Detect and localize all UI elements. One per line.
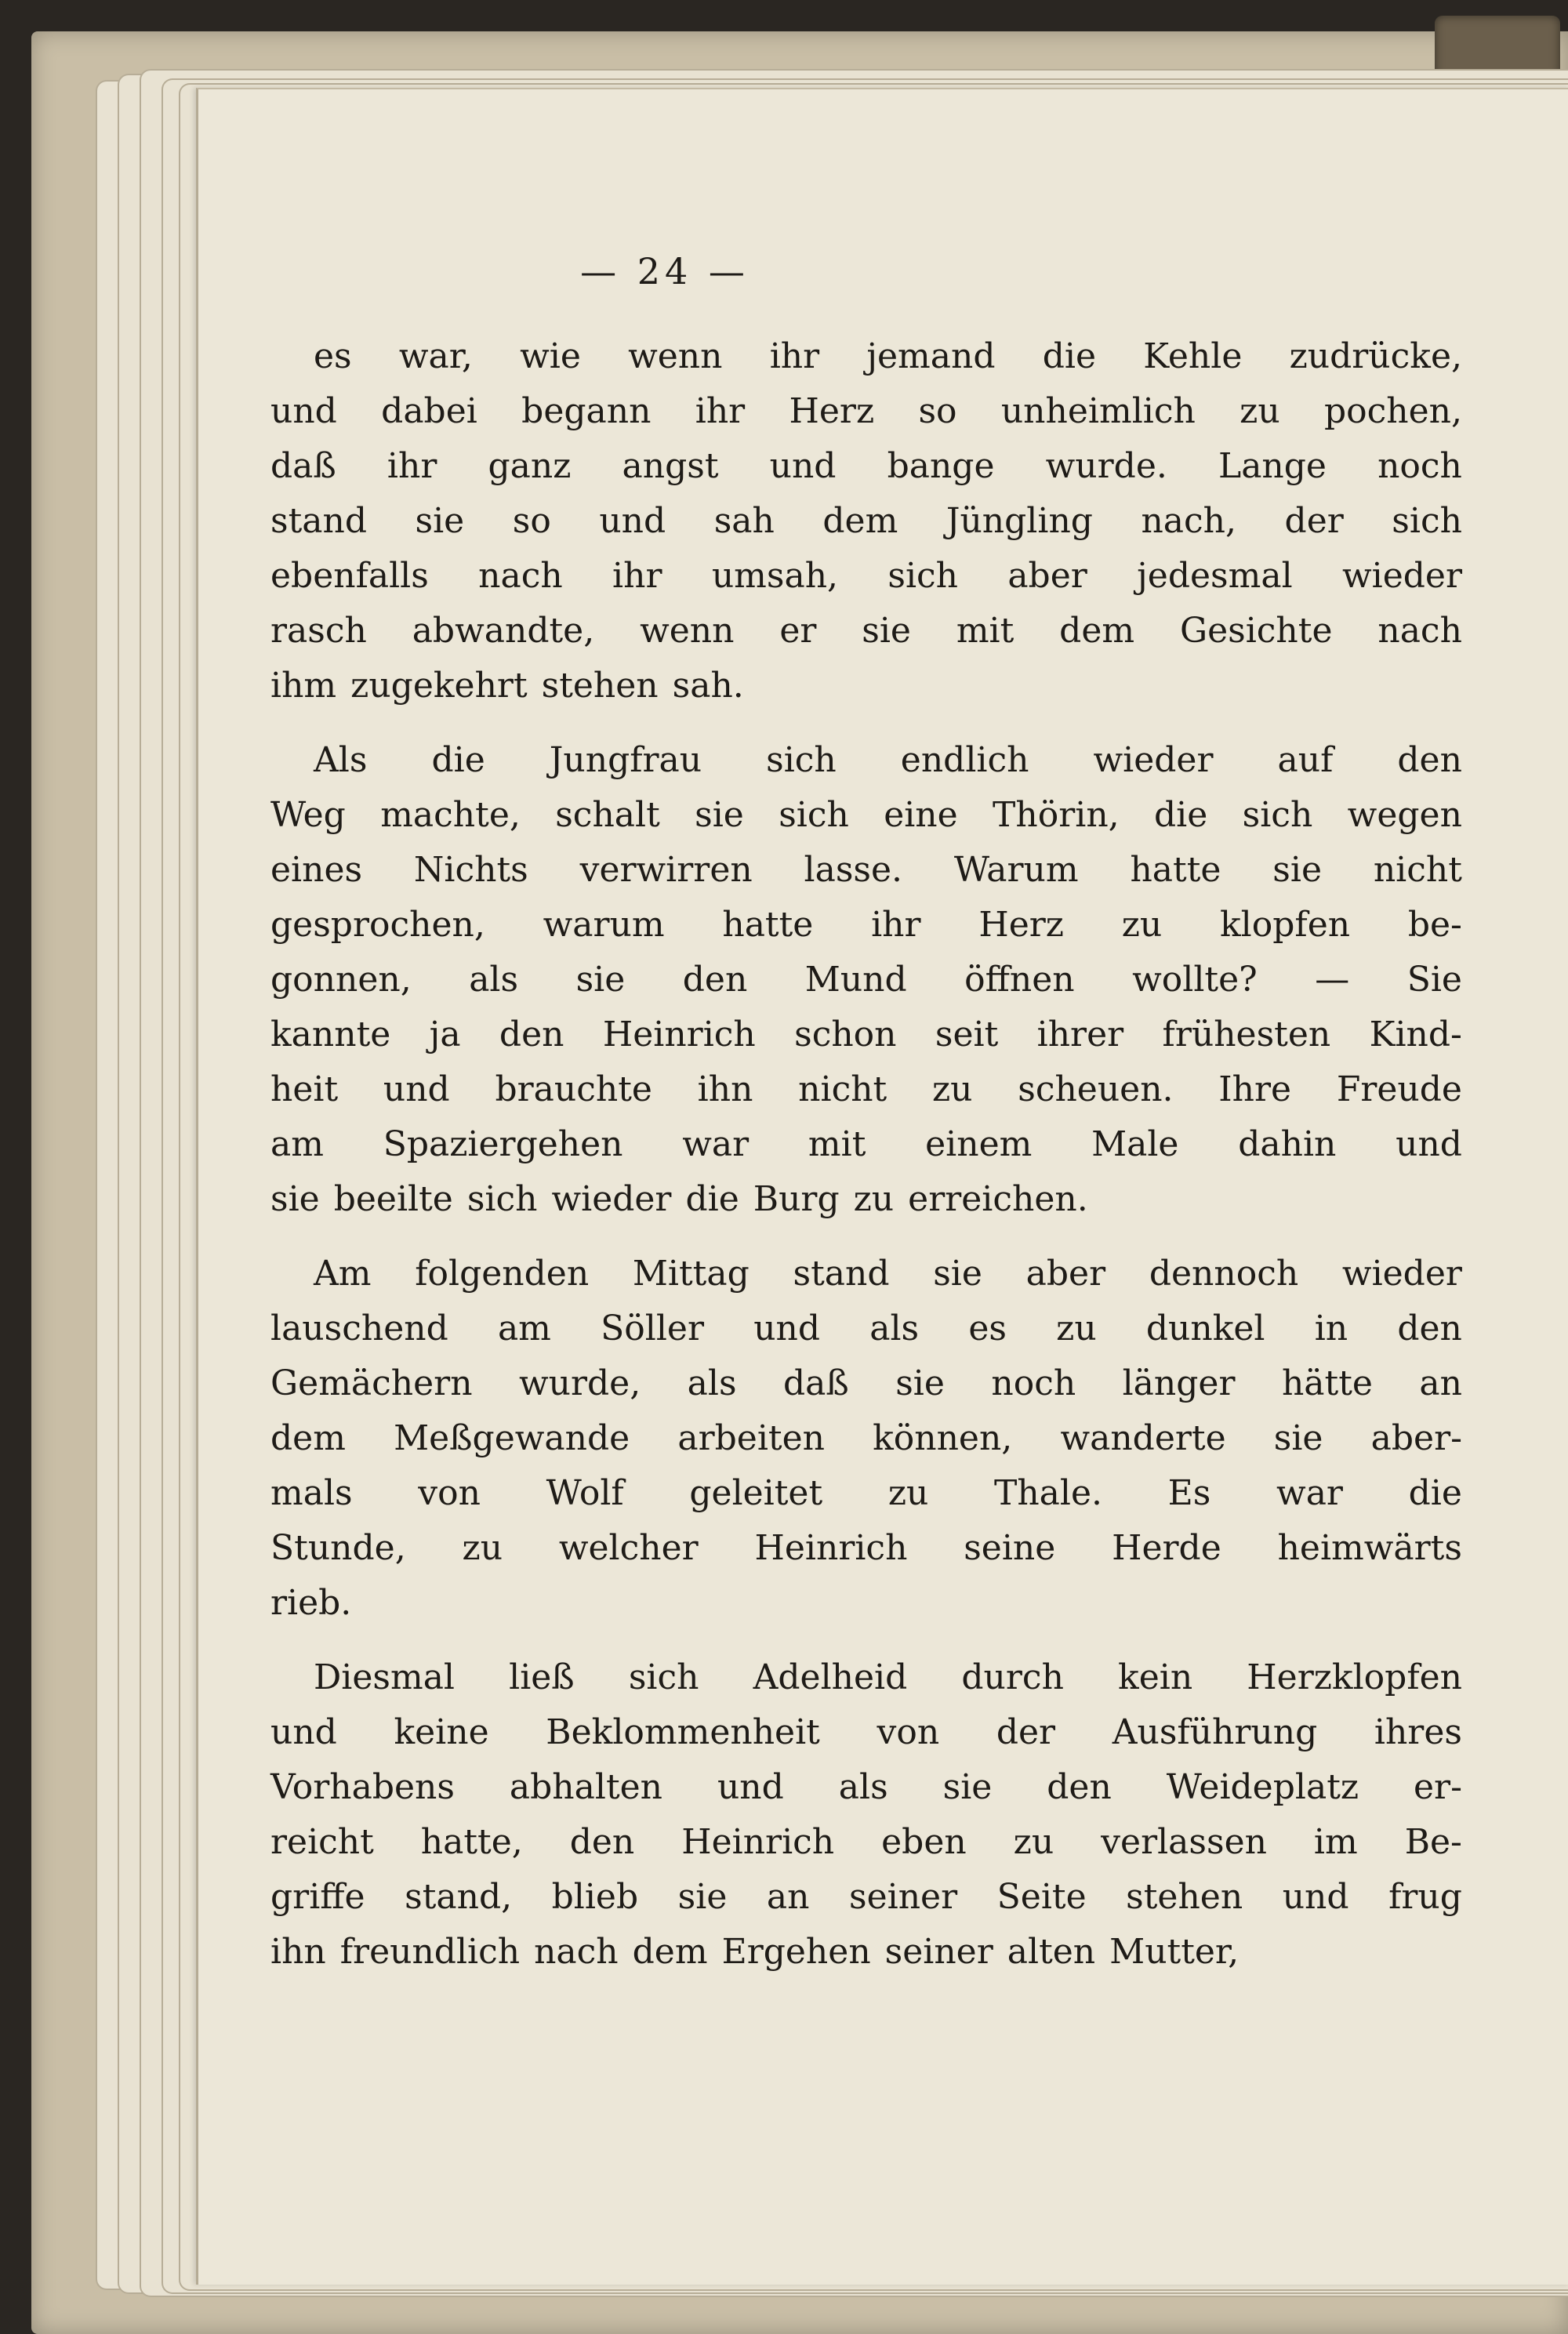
word: und [717, 1767, 784, 1807]
word: Kind- [1369, 1015, 1462, 1054]
word: sich [466, 1179, 538, 1219]
word: sie [677, 1877, 728, 1917]
text-line [270, 1411, 1462, 1466]
text-line [270, 953, 1462, 1007]
word: zu [887, 1473, 929, 1513]
word: als [687, 1363, 737, 1403]
page-number: — 24 — [580, 250, 750, 292]
word: sich [887, 556, 958, 596]
word: Heinrich [681, 1822, 835, 1862]
word: an [1419, 1363, 1462, 1403]
word: sich [1242, 795, 1313, 835]
word: be- [1407, 905, 1462, 945]
word: jemand [866, 336, 996, 376]
word: aber [1007, 556, 1087, 596]
word: die [431, 740, 485, 780]
word: Freude [1336, 1069, 1462, 1109]
word: ihr [871, 905, 921, 945]
word: alten [1007, 1932, 1096, 1972]
word: zu [1013, 1822, 1054, 1862]
word: Nichts [413, 850, 528, 890]
text-line [270, 1650, 1462, 1705]
word: wieder [1341, 1254, 1462, 1294]
word: Jüngling [946, 501, 1093, 541]
word: dunkel [1145, 1309, 1265, 1348]
word: sie [415, 501, 465, 541]
word: frug [1388, 1877, 1462, 1917]
word: schon [794, 1015, 897, 1054]
paragraph [270, 1650, 1462, 1980]
word: er- [1414, 1767, 1462, 1807]
word: sie [895, 1363, 945, 1403]
word: wieder [551, 1179, 672, 1219]
word: zu [1240, 391, 1280, 431]
word: Diesmal [314, 1657, 455, 1697]
word: Meßgewande [394, 1418, 630, 1458]
word: Wolf [546, 1473, 624, 1513]
word: Ergehen [721, 1932, 871, 1972]
word: erreichen. [908, 1179, 1088, 1219]
word: zu [462, 1528, 503, 1568]
word: dennoch [1149, 1254, 1299, 1294]
text-line [270, 1705, 1462, 1760]
word: so [512, 501, 551, 541]
word: stand [270, 501, 367, 541]
word: unheimlich [1000, 391, 1196, 431]
word: die [1408, 1473, 1462, 1513]
word: stand [793, 1254, 890, 1294]
word: es [968, 1309, 1007, 1348]
word: daß [270, 446, 336, 486]
word: der [1284, 501, 1344, 541]
word: lauschend [270, 1309, 448, 1348]
word: mit [808, 1124, 866, 1164]
word: Mund [804, 960, 907, 1000]
word: kein [1118, 1657, 1193, 1697]
word: Beklommenheit [546, 1712, 820, 1752]
word: heit [270, 1069, 339, 1109]
word: ebenfalls [270, 556, 429, 596]
text-line [270, 733, 1462, 788]
word: sich [766, 740, 837, 780]
text-line [270, 788, 1462, 843]
word: Herz [978, 905, 1064, 945]
word: und [1282, 1877, 1349, 1917]
word: können, [873, 1418, 1013, 1458]
word: in [1314, 1309, 1348, 1348]
word: Kehle [1143, 336, 1243, 376]
word: scheuen. [1018, 1069, 1174, 1109]
word: ließ [509, 1657, 575, 1697]
text-line [270, 549, 1462, 604]
word: Gemächern [270, 1363, 473, 1403]
word: — [1315, 960, 1350, 1000]
word: dem [822, 501, 898, 541]
word: am [497, 1309, 551, 1348]
word: durch [961, 1657, 1064, 1697]
word: sich [628, 1657, 699, 1697]
word: nach [478, 556, 563, 596]
word: wollte? [1132, 960, 1258, 1000]
word: als [838, 1767, 888, 1807]
text-line [270, 1521, 1462, 1576]
word: Seite [996, 1877, 1087, 1917]
word: brauchte [495, 1069, 652, 1109]
word: Herzklopfen [1247, 1657, 1462, 1697]
text-line [270, 843, 1462, 898]
word: ihr [695, 391, 746, 431]
word: klopfen [1220, 905, 1351, 945]
word: einem [925, 1124, 1033, 1164]
word: Als [314, 740, 368, 780]
word: so [918, 391, 957, 431]
word: stehen [1126, 1877, 1243, 1917]
word: seit [935, 1015, 999, 1054]
word: Herde [1112, 1528, 1221, 1568]
word: lasse. [804, 850, 903, 890]
word: war, [398, 336, 473, 376]
word: wenn [640, 611, 735, 651]
word: den [569, 1822, 635, 1862]
word: daß [782, 1363, 849, 1403]
word: Mittag [632, 1254, 750, 1294]
word: öffnen [964, 960, 1075, 1000]
word: die [1042, 336, 1096, 376]
word: Burg [753, 1179, 840, 1219]
word: wenn [628, 336, 723, 376]
word: Weideplatz [1166, 1767, 1359, 1807]
text-line [270, 898, 1462, 953]
word: ihrer [1036, 1015, 1124, 1054]
text-line [270, 384, 1462, 439]
word: von [877, 1712, 940, 1752]
text-line [270, 494, 1462, 549]
word: ihn [697, 1069, 753, 1109]
word: blieb [551, 1877, 639, 1917]
word: schalt [555, 795, 660, 835]
word: freundlich [339, 1932, 521, 1972]
word: nach [1377, 611, 1462, 651]
word: warum [543, 905, 665, 945]
word: von [418, 1473, 481, 1513]
word: hatte, [420, 1822, 523, 1862]
word: begann [521, 391, 652, 431]
word: Lange [1218, 446, 1327, 486]
word: er [779, 611, 817, 651]
word: bange [887, 446, 995, 486]
word: an [766, 1877, 810, 1917]
word: Jungfrau [549, 740, 702, 780]
word: wieder [1341, 556, 1462, 596]
word: und [383, 1069, 450, 1109]
word: Warum [953, 850, 1079, 890]
word: eine [884, 795, 958, 835]
word: sie [270, 1179, 320, 1219]
word: dabei [381, 391, 477, 431]
text-line [270, 329, 1462, 384]
word: Gesichte [1179, 611, 1333, 651]
word: dem [1059, 611, 1135, 651]
word: jedesmal [1137, 556, 1293, 596]
word: keine [394, 1712, 489, 1752]
paragraph [270, 733, 1462, 1227]
word: abwandte, [412, 611, 595, 651]
text-line [270, 1576, 1462, 1631]
word: Male [1091, 1124, 1179, 1164]
word: wanderte [1060, 1418, 1226, 1458]
word: Mutter, [1109, 1932, 1240, 1972]
word: sie [1272, 850, 1322, 890]
word: wegen [1347, 795, 1462, 835]
word: ihr [769, 336, 820, 376]
word: war [682, 1124, 750, 1164]
word: Ihre [1218, 1069, 1292, 1109]
word: reicht [270, 1822, 374, 1862]
word: der [996, 1712, 1056, 1752]
word: zudrücke, [1289, 336, 1462, 376]
word: am [270, 1124, 324, 1164]
word: und [270, 391, 337, 431]
word: sie [933, 1254, 982, 1294]
word: rasch [270, 611, 367, 651]
text-line [270, 1301, 1462, 1356]
word: sah. [672, 666, 744, 706]
word: und [270, 1712, 337, 1752]
word: hatte [722, 905, 814, 945]
word: nach, [1141, 501, 1237, 541]
word: und [769, 446, 837, 486]
word: den [499, 1015, 564, 1054]
word: als [869, 1309, 920, 1348]
word: griffe [270, 1877, 365, 1917]
word: pochen, [1323, 391, 1462, 431]
text-line [270, 1925, 1462, 1980]
word: Weg [270, 795, 346, 835]
word: umsah, [711, 556, 839, 596]
text-line [270, 1466, 1462, 1521]
word: mals [270, 1473, 353, 1513]
text-line [270, 439, 1462, 494]
word: Söller [601, 1309, 704, 1348]
word: Be- [1404, 1822, 1462, 1862]
word: Ausführung [1112, 1712, 1318, 1752]
word: wie [520, 336, 581, 376]
word: nicht [1373, 850, 1462, 890]
text-line [270, 1007, 1462, 1062]
word: länger [1122, 1363, 1236, 1403]
word: dem [270, 1418, 346, 1458]
text-line [270, 1117, 1462, 1172]
word: Vorhabens [270, 1767, 455, 1807]
word: welcher [558, 1528, 699, 1568]
word: mit [956, 611, 1014, 651]
word: seiner [884, 1932, 993, 1972]
word: gesprochen, [270, 905, 485, 945]
word: folgenden [415, 1254, 590, 1294]
word: nicht [798, 1069, 887, 1109]
paragraph-gap [270, 1227, 1462, 1247]
word: seiner [849, 1877, 958, 1917]
word: dahin [1238, 1124, 1337, 1164]
word: kannte [270, 1015, 391, 1054]
word: geleitet [689, 1473, 823, 1513]
word: Es [1167, 1473, 1211, 1513]
word: frühesten [1162, 1015, 1331, 1054]
text-line [270, 1356, 1462, 1411]
word: seine [964, 1528, 1056, 1568]
word: den [1397, 1309, 1462, 1348]
word: und [753, 1309, 821, 1348]
word: zu [1121, 905, 1163, 945]
word: den [682, 960, 748, 1000]
word: arbeiten [677, 1418, 825, 1458]
word: ihres [1374, 1712, 1462, 1752]
word: noch [991, 1363, 1076, 1403]
word: sah [713, 501, 775, 541]
word: sie [575, 960, 626, 1000]
word: als [469, 960, 519, 1000]
text-line [270, 1760, 1462, 1815]
word: sich [779, 795, 849, 835]
word: wurde. [1045, 446, 1167, 486]
word: Stunde, [270, 1528, 406, 1568]
word: eines [270, 850, 363, 890]
word: im [1313, 1822, 1358, 1862]
paragraph [270, 1247, 1462, 1631]
word: stehen [541, 666, 659, 706]
word: verlassen [1101, 1822, 1267, 1862]
body-text [270, 329, 1462, 1980]
word: ihr [387, 446, 437, 486]
word: verwirren [579, 850, 753, 890]
word: auf [1277, 740, 1334, 780]
word: ihm [270, 666, 337, 706]
word: sie [862, 611, 911, 651]
text-line [270, 1870, 1462, 1925]
word: den [1047, 1767, 1112, 1807]
word: nach [534, 1932, 619, 1972]
word: zugekehrt [350, 666, 528, 706]
word: ja [429, 1015, 461, 1054]
word: die [685, 1179, 739, 1219]
paragraph [270, 329, 1462, 713]
text-line [270, 1172, 1462, 1227]
word: Heinrich [754, 1528, 908, 1568]
text-line [270, 659, 1462, 713]
word: zu [1056, 1309, 1097, 1348]
word: Heinrich [602, 1015, 756, 1054]
word: hatte [1130, 850, 1221, 890]
word: dem [632, 1932, 708, 1972]
word: den [1397, 740, 1462, 780]
word: wurde, [518, 1363, 641, 1403]
word: ihn [270, 1932, 326, 1972]
word: es [314, 336, 352, 376]
word: hätte [1281, 1363, 1373, 1403]
word: aber- [1370, 1418, 1462, 1458]
word: die [1154, 795, 1208, 835]
word: ganz [488, 446, 572, 486]
word: gonnen, [270, 960, 412, 1000]
word: wieder [1093, 740, 1214, 780]
word: sich [1392, 501, 1462, 541]
word: sie [695, 795, 744, 835]
word: eben [881, 1822, 967, 1862]
paragraph-gap [270, 713, 1462, 733]
word: war [1276, 1473, 1343, 1513]
word: zu [853, 1179, 895, 1219]
word: Herz [789, 391, 875, 431]
word: beeilte [333, 1179, 453, 1219]
text-line [270, 1815, 1462, 1870]
word: Sie [1406, 960, 1462, 1000]
word: angst [622, 446, 719, 486]
word: rieb. [270, 1583, 352, 1623]
word: heimwärts [1277, 1528, 1462, 1568]
word: aber [1025, 1254, 1106, 1294]
word: noch [1377, 446, 1462, 486]
text-line [270, 1247, 1462, 1301]
word: und [1396, 1124, 1462, 1164]
word: sie [1273, 1418, 1323, 1458]
word: ihr [612, 556, 662, 596]
word: stand, [405, 1877, 513, 1917]
word: Thale. [994, 1473, 1103, 1513]
word: zu [931, 1069, 973, 1109]
word: Adelheid [753, 1657, 908, 1697]
word: Thörin, [993, 795, 1120, 835]
word: Am [314, 1254, 372, 1294]
word: sie [942, 1767, 993, 1807]
paragraph-gap [270, 1631, 1462, 1650]
text-line [270, 604, 1462, 659]
word: endlich [900, 740, 1029, 780]
word: machte, [380, 795, 521, 835]
word: und [599, 501, 666, 541]
word: Spaziergehen [383, 1124, 623, 1164]
word: abhalten [509, 1767, 663, 1807]
text-line [270, 1062, 1462, 1117]
